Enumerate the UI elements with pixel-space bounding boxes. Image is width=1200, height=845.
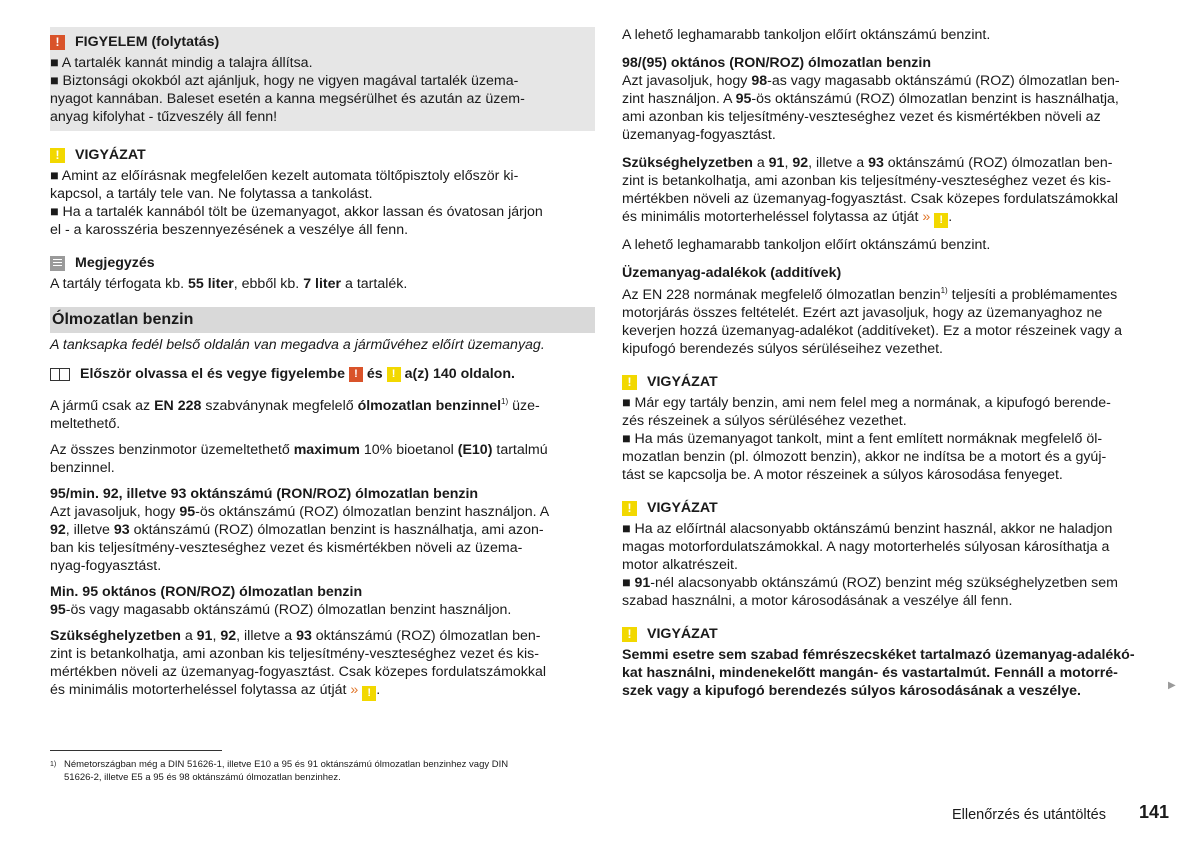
caution-line: zés részeinek a súlyos sérüléséhez vezethet. <box>622 413 907 429</box>
paragraph: A lehető leghamarabb tankoljon előírt oktánszámú benzint. <box>622 237 991 253</box>
note-header <box>50 253 595 273</box>
danger-icon: ! <box>50 35 65 50</box>
note-text: A tartály térfogata kb. 55 liter, ebből kb. 7 liter a tartalék. <box>50 276 408 292</box>
warning-header <box>50 32 585 52</box>
caution-icon: ! <box>622 501 637 516</box>
paragraph: A jármű csak az EN 228 szabványnak megfelelő ólmozatlan benzinnel$^{1)}$ üze- meltethető. <box>50 397 540 432</box>
caution-icon: ! <box>622 627 637 642</box>
footnote-line: Németországban még a DIN 51626-1, illetve E10 a 95 és 91 oktánszámú ólmozatlan benzinhez vagy DIN <box>64 759 509 770</box>
caution-icon[interactable]: ! <box>934 213 948 228</box>
paragraph: Az összes benzinmotor üzemeltethető maximum 10% bioetanol (E10) tartalmú benzinnel. <box>50 442 548 476</box>
caution-box <box>622 498 1167 610</box>
note-box <box>50 253 595 293</box>
caution-header <box>622 624 1167 644</box>
cross-reference-arrow[interactable]: » <box>350 682 359 698</box>
caution-icon[interactable]: ! <box>362 686 376 701</box>
caution-line: kapcsol, a tartály tele van. Ne folytassa a tankolást. <box>50 186 373 202</box>
footnote-divider <box>50 750 222 751</box>
warning-line: ■ A tartalék kannát mindig a talajra állítsa. <box>50 55 313 71</box>
right-column <box>622 26 1167 700</box>
caution-line: ■ Ha a tartalék kannából tölt be üzemanyagot, akkor lassan és óvatosan járjon <box>50 204 543 220</box>
note-icon <box>50 256 65 271</box>
note-title: Megjegyzés <box>75 255 155 271</box>
caution-line: ■ Már egy tartály benzin, ami nem felel meg a normának, a kipufogó berende- <box>622 395 1111 411</box>
paragraph-heading: Üzemanyag-adalékok (additívek) <box>622 265 842 281</box>
caution-line: Semmi esetre sem szabad fémrészecskéket tartalmazó üzemanyag-adalékó- <box>622 647 1135 663</box>
caution-line: kat használni, mindenekelőtt mangán- és vastartalmút. Fennáll a motorré- <box>622 665 1118 681</box>
continue-arrow-icon: ▶ <box>1168 680 1176 691</box>
caution-line: ■ Amint az előírásnak megfelelően kezelt automata töltőpisztoly először ki- <box>50 168 519 184</box>
caution-title: VIGYÁZAT <box>647 500 718 516</box>
caution-icon: ! <box>622 375 637 390</box>
footnote-line: 51626-2, illetve E5 a 95 és 98 oktánszámú ólmozatlan benzinhez. <box>64 772 341 783</box>
read-first-line: Először olvassa el és vegye figyelembe ! és ! a(z) 140 oldalon. <box>50 365 595 383</box>
caution-title: VIGYÁZAT <box>75 147 146 163</box>
footnote-ref[interactable]: 1) <box>940 286 948 295</box>
caution-icon: ! <box>50 148 65 163</box>
paragraph: Szükséghelyzetben a 91, 92, illetve a 93 oktánszámú (ROZ) ólmozatlan ben- zint is betankolhatja, ami azonban kis teljesítmény-veszteséghez vezet és kis- mértékben növeli az üzemanyag-fogyasztást. Csak közepes fordulatszámokkal és minimális motorterheléssel folytassa az útját » ! . <box>622 155 1119 226</box>
paragraph: 98/(95) oktános (RON/ROZ) ólmozatlan benzin Azt javasoljuk, hogy 98-as vagy magasabb oktánszámú (ROZ) ólmozatlan ben- zint használjon. A 95-ös oktánszámú (ROZ) ólmozatlan benzint is használhatja, ami azonban kis teljesítmény-veszteséghez vezet és kismértékben növeli az üzemanyag-fogyasztást. <box>622 54 1167 144</box>
paragraph-heading: 98/(95) oktános (RON/ROZ) ólmozatlan benzin <box>622 55 932 71</box>
paragraph: 95/min. 92, illetve 93 oktánszámú (RON/ROZ) ólmozatlan benzin Azt javasoljuk, hogy 95-ös oktánszámú (ROZ) ólmozatlan benzint használjon. A 92, illetve 93 oktánszámú (ROZ) ólmozatlan benzint is használhatja, ami azon- ban kis teljesítmény-veszteséghez vezet és kismértékben növeli az üzema- nyag-fogyasztást. <box>50 485 595 575</box>
paragraph-heading: Min. 95 oktános (RON/ROZ) ólmozatlan benzin <box>50 584 363 600</box>
caution-line: mozatlan benzin (pl. ólmozott benzin), akkor ne indítsa be a motort és a gyúj- <box>622 449 1107 465</box>
left-column <box>50 26 595 701</box>
caution-box <box>622 624 1167 700</box>
warning-continued-box <box>50 27 595 131</box>
footnote-mark: 1) <box>50 761 57 768</box>
paragraph: A lehető leghamarabb tankoljon előírt oktánszámú benzint. <box>622 27 991 43</box>
section-title: Ólmozatlan benzin <box>50 307 595 333</box>
danger-icon: ! <box>349 367 363 382</box>
caution-line: el - a karosszéria beszennyezésének a veszélye áll fenn. <box>50 222 409 238</box>
warning-line: anyag kifolyhat - tűzveszély áll fenn! <box>50 109 278 125</box>
warning-line: nyagot kannában. Baleset esetén a kanna megsérülhet és azután az üzem- <box>50 91 525 107</box>
intro-text: A tanksapka fedél belső oldalán van megadva a járművéhez előírt üzemanyag. <box>50 337 545 353</box>
warning-line: ■ Biztonsági okokból azt ajánljuk, hogy ne vigyen magával tartalék üzema- <box>50 73 519 89</box>
paragraph: Szükséghelyzetben a 91, 92, illetve a 93 oktánszámú (ROZ) ólmozatlan ben- zint is betankolhatja, ami azonban kis teljesítmény-veszteséghez vezet és kis- mértékben növeli az üzemanyag-fogyasztást. Csak közepes fordulatszámokkal és minimális motorterheléssel folytassa az útját » ! . <box>50 628 547 699</box>
footer-section-title: Ellenőrzés és utántöltés <box>952 807 1106 823</box>
cross-reference-arrow[interactable]: » <box>922 209 931 225</box>
footnote <box>50 758 595 784</box>
page-number: 141 <box>1139 802 1170 822</box>
book-icon <box>50 368 70 381</box>
caution-line: ■ 91-nél alacsonyabb oktánszámú (ROZ) benzint még szükséghelyzetben sem <box>622 575 1118 591</box>
paragraph: Min. 95 oktános (RON/ROZ) ólmozatlan benzin 95-ös vagy magasabb oktánszámú (ROZ) ólmozatlan benzint használjon. <box>50 583 595 619</box>
caution-header <box>622 372 1167 392</box>
caution-line: ■ Ha az előírtnál alacsonyabb oktánszámú benzint használ, akkor ne haladjon <box>622 521 1113 537</box>
caution-line: motor alkatrészeit. <box>622 557 738 573</box>
caution-line: szek vagy a kipufogó berendezés súlyos károsodásának a veszélye. <box>622 683 1081 699</box>
warning-title: FIGYELEM (folytatás) <box>75 34 220 50</box>
caution-box <box>50 145 595 239</box>
footnote-ref[interactable]: 1) <box>501 397 509 406</box>
caution-line: szabad használni, a motor károsodásának a veszélye áll fenn. <box>622 593 1013 609</box>
caution-line: ■ Ha más üzemanyagot tankolt, mint a fent említett normáknak megfelelő öl- <box>622 431 1103 447</box>
caution-header <box>622 498 1167 518</box>
caution-box <box>622 372 1167 484</box>
caution-title: VIGYÁZAT <box>647 374 718 390</box>
caution-header <box>50 145 595 165</box>
caution-line: magas motorfordulatszámokkal. A nagy motorterhelés súlyosan károsíthatja a <box>622 539 1110 555</box>
caution-line: tást se kapcsolja be. A motor részeinek a súlyos károsodása fenyeget. <box>622 467 1063 483</box>
caution-icon: ! <box>387 367 401 382</box>
paragraph: Üzemanyag-adalékok (additívek) Az EN 228 normának megfelelő ólmozatlan benzin$^{1)}$ teljesíti a problémamentes motorjárás összes feltételét. Ezért azt javasoljuk, hogy az üzemanyaghoz ne keverjen hozzá üzemanyag-adalékot (additíveket). Ez a motor részeinek vagy a kipufogó berendezés súlyos sérüléseihez vezethet. <box>622 264 1167 358</box>
paragraph-heading: 95/min. 92, illetve 93 oktánszámú (RON/ROZ) ólmozatlan benzin <box>50 486 479 502</box>
caution-title: VIGYÁZAT <box>647 626 718 642</box>
